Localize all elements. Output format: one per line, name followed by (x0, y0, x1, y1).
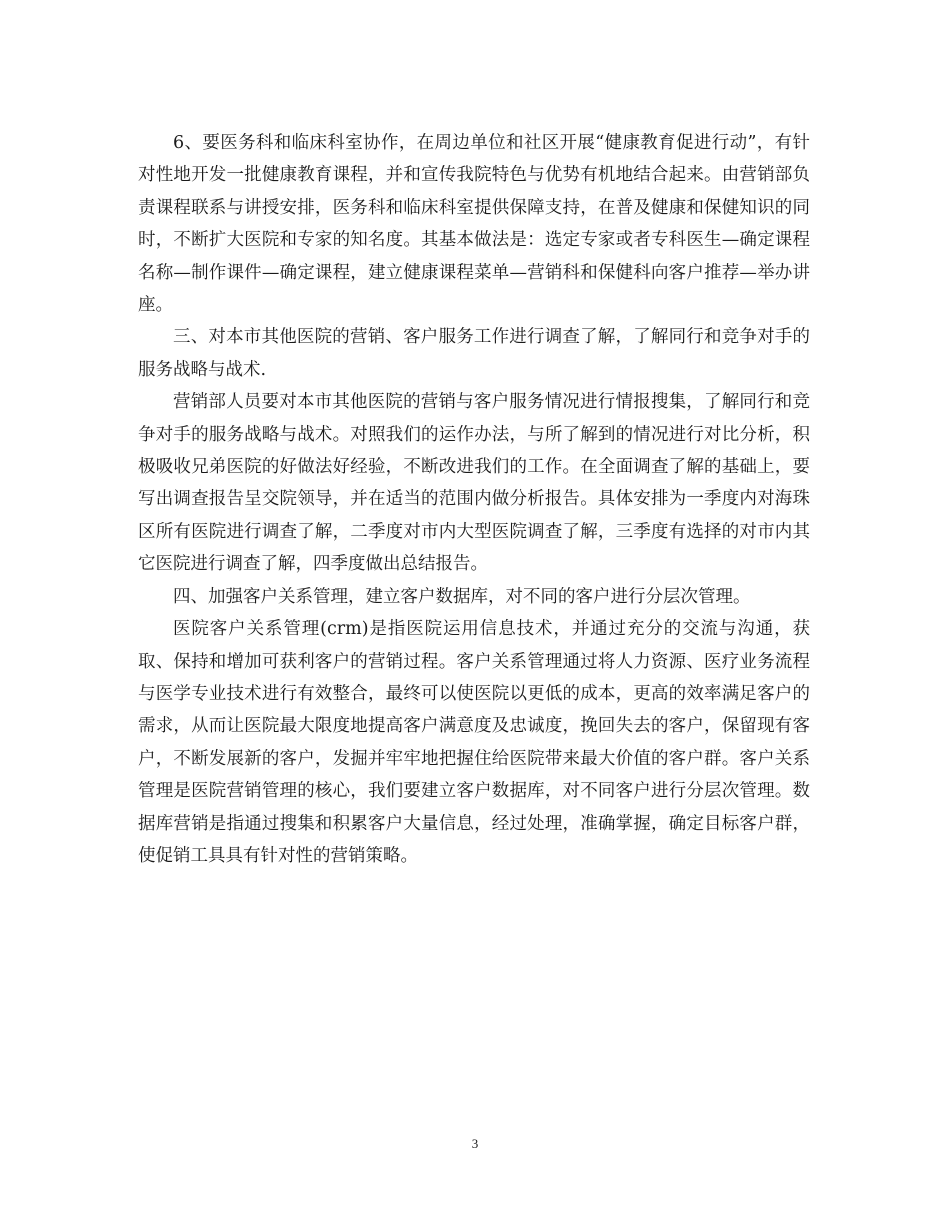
paragraph-health-education: 6、要医务科和临床科室协作，在周边单位和社区开展“健康教育促进行动”，有针对性地开发一批健康教育课程，并和宣传我院特色与优势有机地结合起来。由营销部负责课程联系与讲授安排，医务科和临床科室提供保障支持，在普及健康和保健知识的同时，不断扩大医院和专家的知名度。其基本做法是：选定专家或者专科医生—确定课程名称—制作课件—确定课程，建立健康课程菜单—营销科和保健科向客户推荐—举办讲座。 (138, 133, 810, 316)
page-number: 3 (471, 1136, 479, 1151)
paragraph-heading-crm: 四、加强客户关系管理，建立客户数据库，对不同的客户进行分层次管理。 (173, 586, 751, 607)
paragraph-heading-competitor-survey: 三、对本市其他医院的营销、客户服务工作进行调查了解，了解同行和竞争对手的服务战略与战术. (138, 327, 810, 380)
paragraph-competitor-survey: 营销部人员要对本市其他医院的营销与客户服务情况进行情报搜集，了解同行和竞争对手的服务战略与战术。对照我们的运作办法，与所了解到的情况进行对比分析，积极吸收兄弟医院的好做法好经验，不断改进我们的工作。在全面调查了解的基础上，要写出调查报告呈交院领导，并在适当的范围内做分析报告。具体安排为一季度内对海珠区所有医院进行调查了解，二季度对市内大型医院调查了解，三季度有选择的对市内其它医院进行调查了解，四季度做出总结报告。 (138, 392, 810, 575)
document-body (138, 127, 810, 872)
paragraph-crm: 医院客户关系管理(crm)是指医院运用信息技术，并通过充分的交流与沟通，获取、保持和增加可获利客户的营销过程。客户关系管理通过将人力资源、医疗业务流程与医学专业技术进行有效整合，最终可以使医院以更低的成本，更高的效率满足客户的需求，从而让医院最大限度地提高客户满意度及忠诚度，挽回失去的客户，保留现有客户，不断发展新的客户，发掘并牢牢地把握住给医院带来最大价值的客户群。客户关系管理是医院营销管理的核心，我们要建立客户数据库，对不同客户进行分层次管理。数据库营销是指通过搜集和积累客户大量信息，经过处理，准确掌握，确定目标客户群，使促销工具具有针对性的营销策略。 (138, 619, 810, 866)
